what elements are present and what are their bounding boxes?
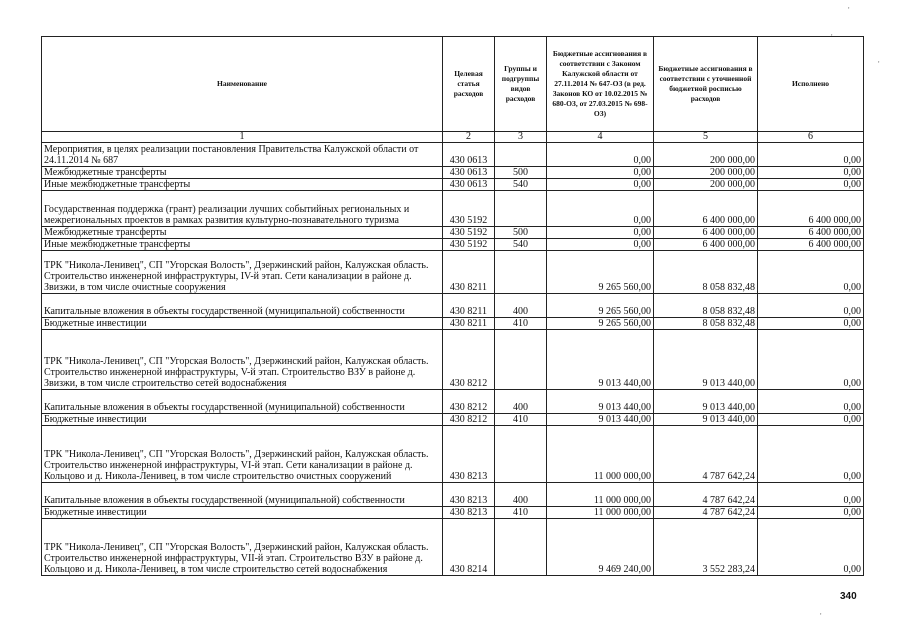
table-row	[42, 507, 864, 519]
row-budget-revised: 4 787 642,24	[654, 483, 758, 507]
row-expense-group: 500	[495, 227, 547, 239]
row-budget-revised: 8 058 832,48	[654, 294, 758, 318]
row-expense-group: 500	[495, 167, 547, 179]
row-budget-revised: 8 058 832,48	[654, 318, 758, 330]
row-executed: 0,00	[758, 426, 864, 483]
row-name: Мероприятия, в целях реализации постановления Правительства Калужской области от 24.11.2014 № 687	[42, 143, 443, 167]
row-target-code: 430 5192	[443, 227, 495, 239]
header-budget-law: Бюджетные ассигнования в соответствии с Законом Калужской области от 27.11.2014 № 647-ОЗ (в ред. Законов КО от 10.02.2015 № 680-ОЗ, от 27.03.2015 № 698-ОЗ)	[547, 37, 654, 132]
row-executed: 6 400 000,00	[758, 227, 864, 239]
row-name: Капитальные вложения в объекты государственной (муниципальной) собственности	[42, 390, 443, 414]
row-budget-law: 11 000 000,00	[547, 507, 654, 519]
row-expense-group	[495, 251, 547, 294]
row-budget-revised: 6 400 000,00	[654, 239, 758, 251]
row-budget-law: 11 000 000,00	[547, 483, 654, 507]
row-executed: 0,00	[758, 390, 864, 414]
row-budget-law: 0,00	[547, 227, 654, 239]
row-target-code: 430 8211	[443, 294, 495, 318]
row-expense-group: 400	[495, 390, 547, 414]
row-target-code: 430 8211	[443, 318, 495, 330]
column-number: 5	[654, 132, 758, 143]
row-name: Межбюджетные трансферты	[42, 167, 443, 179]
header-expense-group: Группы и подгруппы видов расходов	[495, 37, 547, 132]
column-number: 2	[443, 132, 495, 143]
column-number: 1	[42, 132, 443, 143]
row-budget-law: 9 013 440,00	[547, 330, 654, 390]
row-executed: 0,00	[758, 179, 864, 191]
row-executed: 0,00	[758, 167, 864, 179]
row-target-code: 430 5192	[443, 239, 495, 251]
table-row	[42, 390, 864, 414]
row-target-code: 430 8212	[443, 330, 495, 390]
row-name: ТРК "Никола-Ленивец", СП "Угорская Волость", Дзержинский район, Калужская область. Строительство инженерной инфраструктуры, IV-й этап. Сети канализации в районе д. Звизжи, в том числе очистные сооружения	[42, 251, 443, 294]
table-row	[42, 294, 864, 318]
row-budget-law: 9 265 560,00	[547, 251, 654, 294]
table-row	[42, 318, 864, 330]
row-name: Государственная поддержка (грант) реализации лучших событийных региональных и межрегиональных проектов в рамках развития культурно-познавательного туризма	[42, 191, 443, 227]
row-target-code: 430 8212	[443, 390, 495, 414]
row-name: Бюджетные инвестиции	[42, 507, 443, 519]
row-name: ТРК "Никола-Ленивец", СП "Угорская Волость", Дзержинский район, Калужская область. Строительство инженерной инфраструктуры, VII-й этап. Строительство ВЗУ в районе д. Кольцово и д. Никола-Ленивец, в том числе строительство сетей водоснабжения	[42, 519, 443, 576]
row-budget-revised: 9 013 440,00	[654, 330, 758, 390]
table-row	[42, 191, 864, 227]
table-row	[42, 330, 864, 390]
row-budget-law: 9 265 560,00	[547, 318, 654, 330]
row-target-code: 430 0613	[443, 143, 495, 167]
row-target-code: 430 8213	[443, 483, 495, 507]
table-row	[42, 519, 864, 576]
row-budget-law: 0,00	[547, 179, 654, 191]
row-name: ТРК "Никола-Ленивец", СП "Угорская Волость", Дзержинский район, Калужская область. Строительство инженерной инфраструктуры, VI-й этап. Сети канализации в районе д. Кольцово и д. Никола-Ленивец, в том числе строительство очистных сооружений	[42, 426, 443, 483]
scan-speck: '	[878, 60, 880, 69]
row-expense-group: 410	[495, 507, 547, 519]
row-target-code: 430 0613	[443, 179, 495, 191]
row-budget-revised: 9 013 440,00	[654, 414, 758, 426]
row-budget-law: 0,00	[547, 191, 654, 227]
row-executed: 0,00	[758, 294, 864, 318]
row-expense-group: 400	[495, 294, 547, 318]
table-row	[42, 483, 864, 507]
row-name: Капитальные вложения в объекты государственной (муниципальной) собственности	[42, 483, 443, 507]
row-budget-revised: 4 787 642,24	[654, 426, 758, 483]
row-budget-law: 0,00	[547, 239, 654, 251]
header-name: Наименование	[42, 37, 443, 132]
table-row	[42, 167, 864, 179]
scan-speck: '	[831, 33, 833, 42]
table-header-row	[42, 37, 864, 132]
row-expense-group: 540	[495, 179, 547, 191]
table-row	[42, 143, 864, 167]
row-executed: 0,00	[758, 507, 864, 519]
header-budget-revised: Бюджетные ассигнования в соответствии с уточненной бюджетной росписью расходов	[654, 37, 758, 132]
column-numbers-row	[42, 132, 864, 143]
row-target-code: 430 8211	[443, 251, 495, 294]
row-expense-group	[495, 143, 547, 167]
budget-execution-table	[41, 36, 864, 576]
row-expense-group: 410	[495, 414, 547, 426]
row-budget-revised: 200 000,00	[654, 143, 758, 167]
row-budget-law: 11 000 000,00	[547, 426, 654, 483]
row-expense-group	[495, 191, 547, 227]
row-executed: 0,00	[758, 318, 864, 330]
row-budget-law: 9 265 560,00	[547, 294, 654, 318]
row-executed: 6 400 000,00	[758, 191, 864, 227]
row-expense-group: 410	[495, 318, 547, 330]
row-executed: 0,00	[758, 330, 864, 390]
row-expense-group	[495, 330, 547, 390]
row-executed: 0,00	[758, 251, 864, 294]
row-budget-revised: 6 400 000,00	[654, 227, 758, 239]
column-number: 6	[758, 132, 864, 143]
row-budget-law: 9 013 440,00	[547, 414, 654, 426]
row-expense-group	[495, 426, 547, 483]
row-target-code: 430 8213	[443, 507, 495, 519]
row-budget-revised: 4 787 642,24	[654, 507, 758, 519]
row-budget-law: 9 013 440,00	[547, 390, 654, 414]
row-executed: 6 400 000,00	[758, 239, 864, 251]
row-target-code: 430 8214	[443, 519, 495, 576]
column-number: 3	[495, 132, 547, 143]
row-expense-group: 540	[495, 239, 547, 251]
row-budget-revised: 200 000,00	[654, 179, 758, 191]
row-target-code: 430 5192	[443, 191, 495, 227]
row-name: Капитальные вложения в объекты государственной (муниципальной) собственности	[42, 294, 443, 318]
table-row	[42, 239, 864, 251]
row-name: Иные межбюджетные трансферты	[42, 179, 443, 191]
row-budget-law: 0,00	[547, 167, 654, 179]
row-budget-revised: 3 552 283,24	[654, 519, 758, 576]
row-executed: 0,00	[758, 483, 864, 507]
table-row	[42, 426, 864, 483]
row-name: Межбюджетные трансферты	[42, 227, 443, 239]
row-name: Бюджетные инвестиции	[42, 414, 443, 426]
row-budget-law: 0,00	[547, 143, 654, 167]
header-executed: Исполнено	[758, 37, 864, 132]
row-budget-revised: 8 058 832,48	[654, 251, 758, 294]
row-budget-revised: 200 000,00	[654, 167, 758, 179]
row-executed: 0,00	[758, 414, 864, 426]
row-name: Иные межбюджетные трансферты	[42, 239, 443, 251]
table-row	[42, 179, 864, 191]
row-budget-law: 9 469 240,00	[547, 519, 654, 576]
row-target-code: 430 0613	[443, 167, 495, 179]
table-row	[42, 251, 864, 294]
table-row	[42, 414, 864, 426]
row-expense-group: 400	[495, 483, 547, 507]
row-target-code: 430 8213	[443, 426, 495, 483]
row-executed: 0,00	[758, 143, 864, 167]
table-row	[42, 227, 864, 239]
scan-speck: '	[848, 6, 850, 15]
row-name: ТРК "Никола-Ленивец", СП "Угорская Волость", Дзержинский район, Калужская область. Строительство инженерной инфраструктуры, V-й этап. Строительство ВЗУ в районе д. Звизжи, в том числе строительство сетей водоснабжения	[42, 330, 443, 390]
page-number: 340	[840, 591, 857, 602]
row-expense-group	[495, 519, 547, 576]
row-name: Бюджетные инвестиции	[42, 318, 443, 330]
row-budget-revised: 6 400 000,00	[654, 191, 758, 227]
header-target-code: Целевая статья расходов	[443, 37, 495, 132]
row-executed: 0,00	[758, 519, 864, 576]
row-budget-revised: 9 013 440,00	[654, 390, 758, 414]
scan-speck: '	[820, 612, 822, 621]
row-target-code: 430 8212	[443, 414, 495, 426]
column-number: 4	[547, 132, 654, 143]
